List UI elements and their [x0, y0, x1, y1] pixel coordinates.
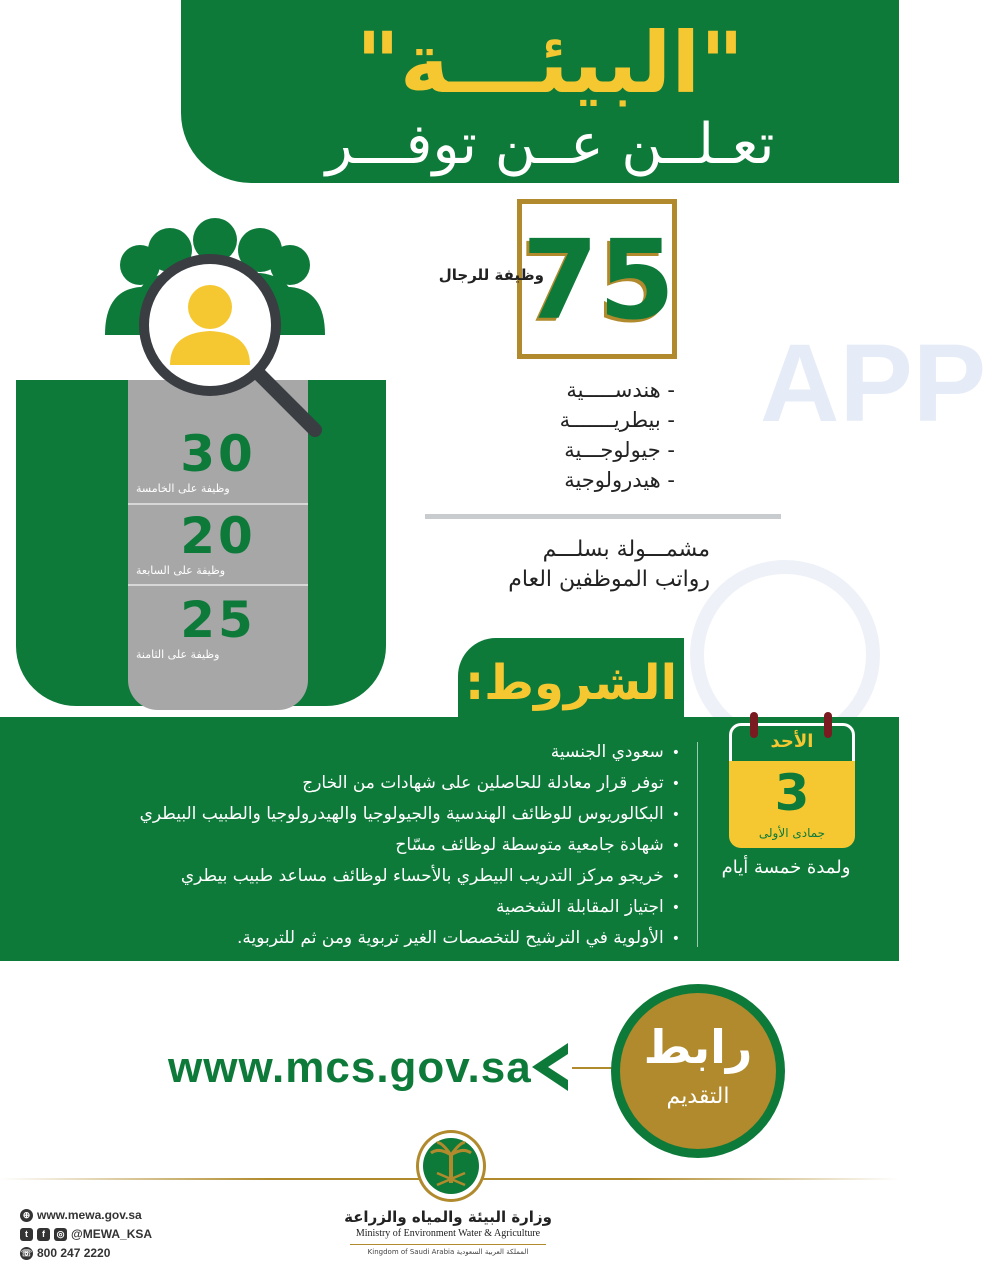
- condition-item: • توفر قرار معادلة للحاصلين على شهادات من الخارج: [8, 768, 680, 799]
- footer-social-handle: @MEWA_KSA: [71, 1227, 153, 1241]
- job-fields-list: [480, 375, 675, 495]
- salary-note-line2: رواتب الموظفين العام: [508, 567, 710, 592]
- kingdom-name: Kingdom of Saudi Arabia المملكة العربية السعودية: [367, 1248, 529, 1256]
- job-field: - هيدرولوجية: [564, 468, 675, 492]
- job-field: - بيطريـــــــة: [559, 408, 675, 432]
- twitter-icon[interactable]: t: [20, 1228, 33, 1241]
- job-search-illustration: [100, 225, 330, 440]
- apply-url-link[interactable]: www.mcs.gov.sa: [168, 1043, 532, 1092]
- condition-item: • الأولوية في الترشيح للتخصصات الغير تربوية ومن ثم للتربوية.: [8, 923, 680, 954]
- footer-phone-row: [20, 1246, 110, 1260]
- chat-icon: ☏: [20, 1247, 33, 1258]
- calendar-ring-icon: [750, 712, 758, 738]
- condition-item: • سعودي الجنسية: [8, 737, 680, 768]
- globe-icon: ⊕: [20, 1209, 33, 1222]
- page-title: "البيئـــة": [356, 14, 744, 112]
- grade-seventh-label: وظيفة على السابعة: [136, 564, 226, 577]
- grade-eighth-count: 25: [180, 591, 256, 649]
- grade-divider: [128, 584, 308, 586]
- grade-seventh-count: 20: [180, 507, 256, 565]
- footer-website-row: [20, 1208, 142, 1222]
- condition-item: • اجتياز المقابلة الشخصية: [8, 892, 680, 923]
- ministry-name-arabic: وزارة البيئة والمياه والزراعة: [344, 1208, 552, 1226]
- grade-divider: [128, 503, 308, 505]
- conditions-divider: [697, 742, 698, 947]
- calendar-month: جمادى الأولى: [758, 826, 826, 840]
- arrow-left-icon: [528, 1039, 578, 1095]
- total-jobs-count: 75: [522, 216, 676, 344]
- calendar-date: 3: [774, 764, 810, 822]
- calendar-ring-icon: [824, 712, 832, 738]
- kingdom-divider: [350, 1244, 546, 1245]
- apply-title: رابط: [643, 1020, 753, 1074]
- condition-item: • خريجو مركز التدريب البيطري بالأحساء لوظائف مساعد طبيب بيطري: [8, 861, 680, 892]
- condition-item: • شهادة جامعية متوسطة لوظائف مسّاح: [8, 830, 680, 861]
- calendar-day: الأحد: [770, 731, 814, 752]
- grade-fifth-label: وظيفة على الخامسة: [136, 482, 230, 495]
- footer-phone: 800 247 2220: [37, 1246, 111, 1260]
- footer-website[interactable]: www.mewa.gov.sa: [37, 1208, 142, 1222]
- application-duration: ولمدة خمسة أيام: [721, 857, 851, 878]
- conditions-list: [8, 737, 680, 954]
- instagram-icon[interactable]: ◎: [54, 1228, 67, 1241]
- section-divider: [425, 514, 781, 519]
- salary-note-line1: مشمـــولة بسلـــم: [542, 537, 710, 562]
- footer-social-row: [20, 1227, 152, 1241]
- grade-eighth: [128, 591, 308, 661]
- background-watermark: APP: [760, 322, 986, 445]
- grade-seventh: [128, 507, 308, 577]
- ministry-emblem: [416, 1130, 486, 1202]
- conditions-title: الشروط:: [464, 655, 678, 711]
- ministry-name-english: Ministry of Environment Water & Agriculture: [355, 1228, 541, 1239]
- condition-item: • البكالوريوس للوظائف الهندسية والجيولوجيا والهيدرولوجيا والطبيب البيطري: [8, 799, 680, 830]
- grade-eighth-label: وظيفة على الثامنة: [136, 648, 220, 661]
- facebook-icon[interactable]: f: [37, 1228, 50, 1241]
- grade-fifth-count: 30: [180, 425, 256, 483]
- job-field: - هندســـــية: [566, 378, 675, 402]
- apply-subtitle: التقديم: [666, 1084, 730, 1109]
- grade-fifth: [128, 425, 308, 495]
- total-jobs-label: وظيفة للرجال: [438, 266, 544, 284]
- page-subtitle: تعـلــن عــن توفـــر: [325, 112, 775, 177]
- palm-emblem-icon: [419, 1133, 483, 1199]
- job-field: - جيولوجـــية: [564, 438, 675, 462]
